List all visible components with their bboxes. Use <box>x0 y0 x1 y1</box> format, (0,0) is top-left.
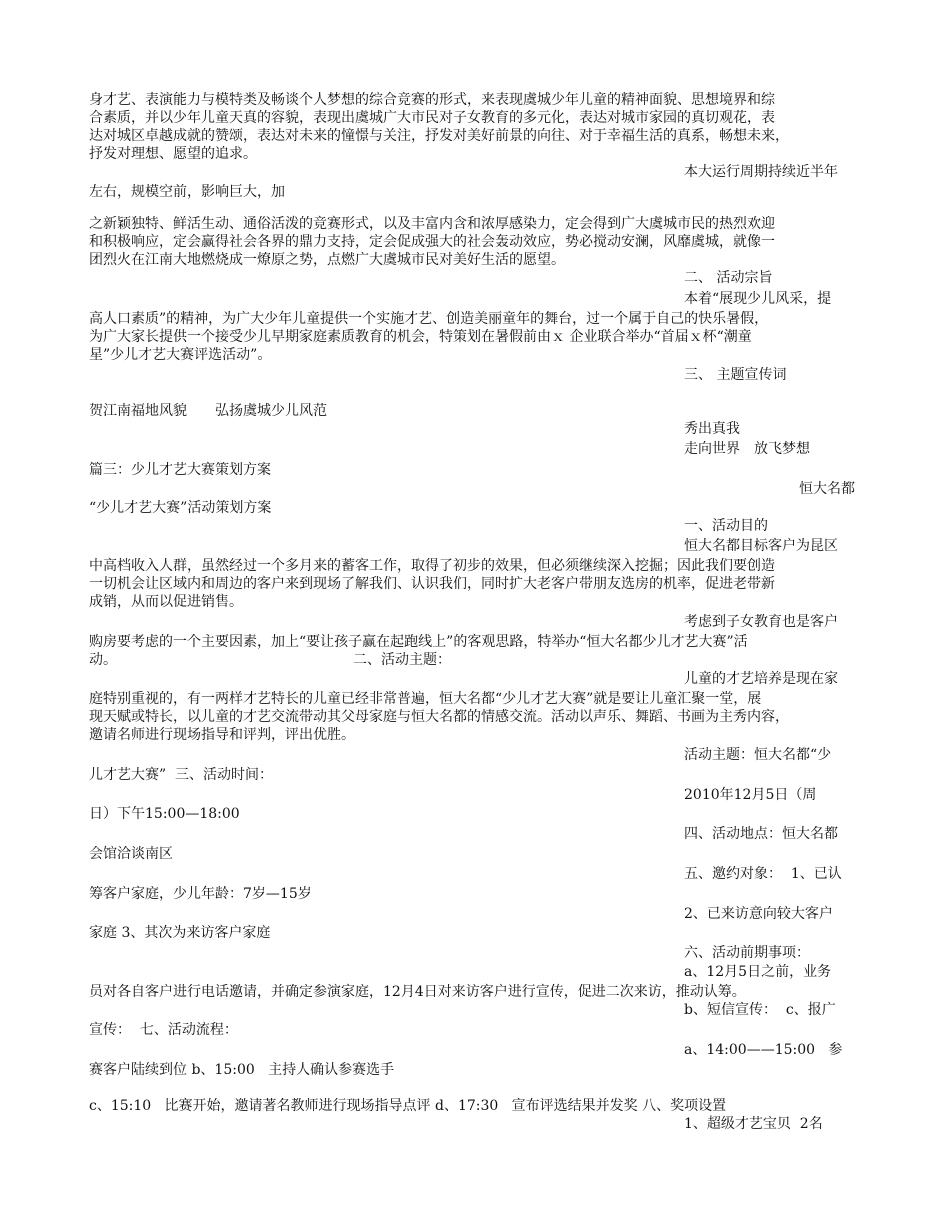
paragraph-line: b、短信宣传： c、报广 <box>684 1002 836 1018</box>
section-heading: 五、邀约对象： 1、已认 <box>684 866 842 882</box>
paragraph-line: 左右，规模空前，影响巨大，加 <box>89 184 285 200</box>
paragraph-line: 现天赋或特长，以儿童的才艺交流带动其父母家庭与恒大名都的情感交流。活动以声乐、舞蹈、书画为主秀内容， <box>89 709 789 725</box>
paragraph-line: 中高档收入人群，虽然经过一个多月来的蓄客工作，取得了初步的效果，但必须继续深入挖掘；因此我们要创造 <box>89 558 775 574</box>
paragraph-line: 家庭 3、其次为来访客户家庭 <box>89 925 271 941</box>
paragraph-line: 本着“展现少儿风采，提 <box>684 291 832 307</box>
paragraph-line: 合素质，并以少年儿童天真的容貌，表现出虞城广大市民对子女教育的多元化，表达对城市家园的真切观花，表 <box>89 110 775 126</box>
paragraph-line: 宣传： 七、活动流程： <box>89 1022 238 1038</box>
paragraph-line: a、12月5日之前，业务 <box>684 964 832 980</box>
paragraph-line: 一切机会让区域内和周边的客户来到现场了解我们、认识我们，同时扩大老客户带朋友选房的机率，促进老带新 <box>89 576 775 592</box>
paragraph-line: 儿才艺大赛” 三、活动时间： <box>89 767 274 783</box>
paragraph-line: 2、已来访意向较大客户 <box>684 906 833 922</box>
paragraph-line: 高人口素质”的精神，为广大少年儿童提供一个实施才艺、创造美丽童年的舞台，过一个属于自己的快乐暑假， <box>89 311 769 327</box>
paragraph-line: 员对各自客户进行电话邀请，并确定参演家庭，12月4日对来访客户进行宣传，促进二次来访，推动认筹。 <box>89 984 746 1000</box>
paragraph-line: 筹客户家庭，少儿年龄：7岁—15岁 <box>89 886 312 902</box>
slogan-line: 贺江南福地风貌 弘扬虞城少儿风范 <box>89 403 327 419</box>
paragraph-line: 星”少儿才艺大赛评选活动”。 <box>89 347 272 363</box>
paragraph-line: 购房要考虑的一个主要因素，加上“要让孩子赢在起跑线上”的客观思路，特举办“恒大名都少儿才艺大赛”活 <box>89 634 748 650</box>
section-heading: 一、活动目的 <box>684 518 768 534</box>
paragraph-line: 赛客户陆续到位 b、15:00 主持人确认参赛选手 <box>89 1062 395 1078</box>
paragraph-line: 为广大家长提供一个接受少儿早期家庭素质教育的机会，特策划在暑假前由ｘ 企业联合举办“首届ｘ杯“潮童 <box>89 329 752 345</box>
paragraph-line: 达对城区卓越成就的赞颂，表达对未来的憧憬与关注，抒发对美好前景的向往、对于幸福生活的真系，畅想未来， <box>89 128 789 144</box>
paragraph-line: 1、超级才艺宝贝 2名 <box>684 1116 823 1132</box>
slogan-line: 走向世界 放飞梦想 <box>684 441 810 457</box>
section-heading: 三、 主题宣传词 <box>684 367 787 383</box>
project-name: 恒大名都 <box>799 481 855 497</box>
paragraph-line: 2010年12月5日（周 <box>684 787 817 803</box>
plan-title: “少儿才艺大赛”活动策划方案 <box>89 500 272 516</box>
paragraph-line: 恒大名都目标客户为昆区 <box>684 538 838 554</box>
paragraph-line: 和积极响应，定会赢得社会各界的鼎力支持，定会促成强大的社会轰动效应，势必搅动安澜，风靡虞城，就像一 <box>89 234 775 250</box>
paragraph-line: 身才艺、表演能力与模特类及畅谈个人梦想的综合竞赛的形式，来表现虞城少年儿童的精神面貌、思想境界和综 <box>89 92 775 108</box>
paragraph-line: 团烈火在江南大地燃烧成一燎原之势，点燃广大虞城市民对美好生活的愿望。 <box>89 252 565 268</box>
section-heading: 二、 活动宗旨 <box>684 270 773 286</box>
paragraph-line: 日）下午15:00—18:00 <box>89 806 240 822</box>
paragraph-line: 动。 <box>89 652 117 668</box>
paragraph-line: 庭特别重视的，有一两样才艺特长的儿童已经非常普遍，恒大名都“少儿才艺大赛”就是要让儿童汇聚一堂，展 <box>89 691 762 707</box>
paragraph-line: a、14:00——15:00 参 <box>684 1042 843 1058</box>
paragraph-line: 活动主题：恒大名都“少 <box>684 747 832 763</box>
paragraph-line: 成销，从而以促进销售。 <box>89 594 243 610</box>
paragraph-line: 考虑到子女教育也是客户 <box>684 614 838 630</box>
paragraph-line: 会馆洽谈南区 <box>89 846 173 862</box>
section-heading: 四、活动地点：恒大名都 <box>684 826 838 842</box>
section-heading: 六、活动前期事项： <box>684 945 810 961</box>
paragraph-line: c、15:10 比赛开始，邀请著名教师进行现场指导点评 d、17:30 宣布评选结果并发奖 八、奖项设置 <box>89 1098 727 1114</box>
slogan-line: 秀出真我 <box>684 421 740 437</box>
paragraph-line: 抒发对理想、愿望的追求。 <box>89 146 257 162</box>
paragraph-line: 之新颖独特、鲜活生动、通俗活泼的竞赛形式，以及丰富内含和浓厚感染力，定会得到广大虞城市民的热烈欢迎 <box>89 216 775 232</box>
section-heading: 二、活动主题： <box>353 652 451 668</box>
chapter-title: 篇三：少儿才艺大赛策划方案 <box>89 462 271 478</box>
paragraph-line: 本大运行周期持续近半年 <box>684 164 838 180</box>
paragraph-line: 儿童的才艺培养是现在家 <box>684 671 838 687</box>
paragraph-line: 邀请名师进行现场指导和评判，评出优胜。 <box>89 727 355 743</box>
